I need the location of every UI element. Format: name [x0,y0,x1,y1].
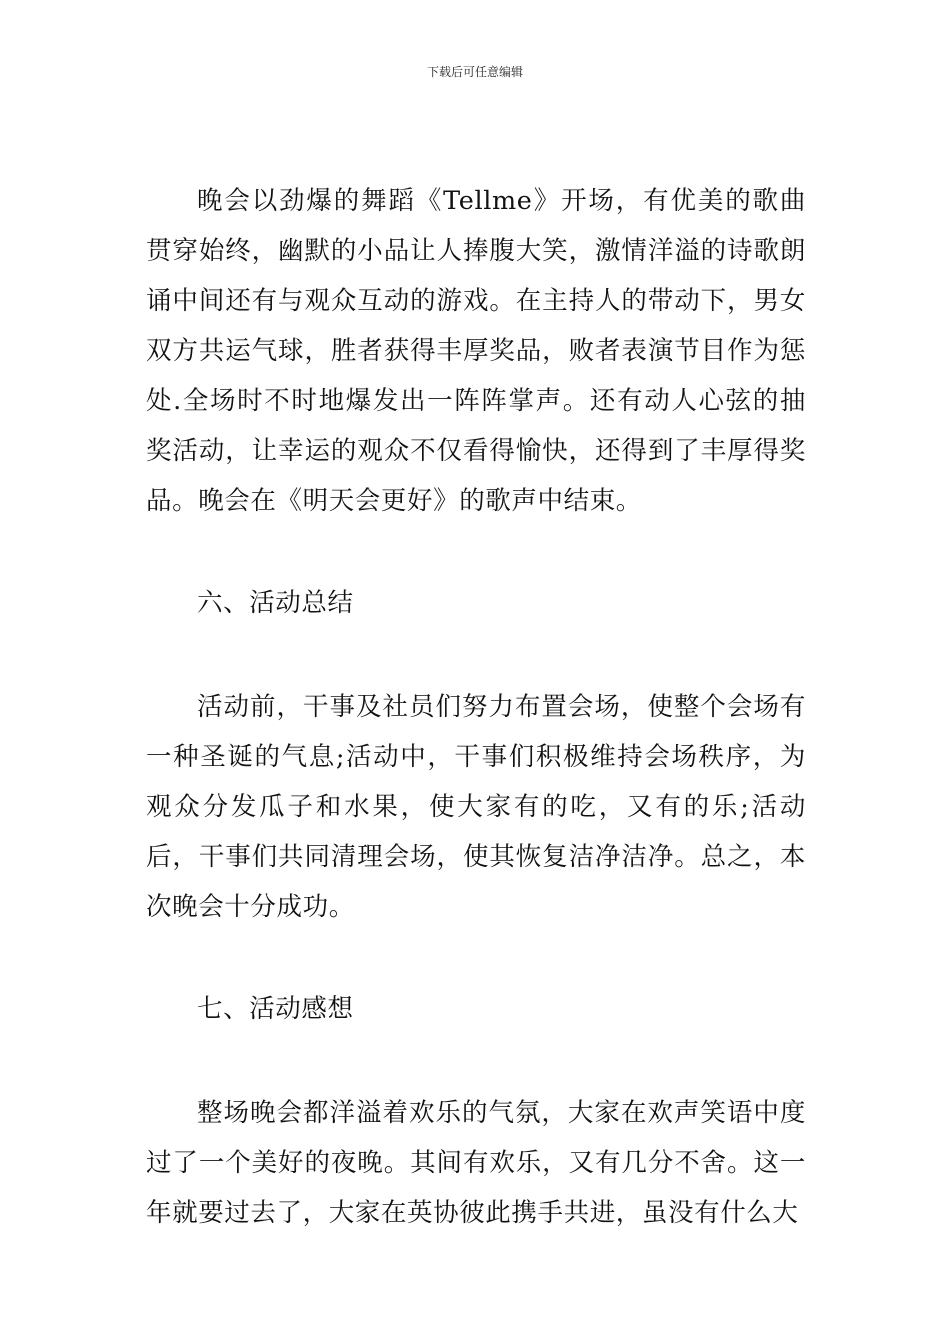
section-heading-reflection: 七、活动感想 [197,994,354,1024]
paragraph-party-program: 晚会以劲爆的舞蹈《Tellme》开场，有优美的歌曲贯穿始终，幽默的小品让人捧腹大笑，激情洋溢的诗歌朗诵中间还有与观众互动的游戏。在主持人的带动下，男女双方共运气球，胜者获得丰厚奖品，败者表演节目作为惩处.全场时不时地爆发出一阵阵掌声。还有动人心弦的抽奖活动，让幸运的观众不仅看得愉快，还得到了丰厚得奖品。晚会在《明天会更好》的歌声中结束。 [146,186,806,516]
paragraph-summary: 活动前，干事及社员们努力布置会场，使整个会场有一种圣诞的气息;活动中，干事们积极维持会场秩序，为观众分发瓜子和水果，使大家有的吃，又有的乐;活动后，干事们共同清理会场，使其恢复洁净洁净。总之，本次晚会十分成功。 [146,692,806,922]
spacer [146,526,806,578]
paragraph-reflection: 整场晚会都洋溢着欢乐的气氛，大家在欢声笑语中度过了一个美好的夜晚。其间有欢乐，又有几分不舍。这一年就要过去了，大家在英协彼此携手共进，虽没有什么大 [146,1098,806,1228]
spacer [146,628,806,682]
document-body [146,176,806,1238]
spacer [146,1034,806,1088]
spacer [146,932,806,984]
page-header: 下载后可任意编辑 [426,65,523,79]
section-heading-summary: 六、活动总结 [197,588,354,618]
